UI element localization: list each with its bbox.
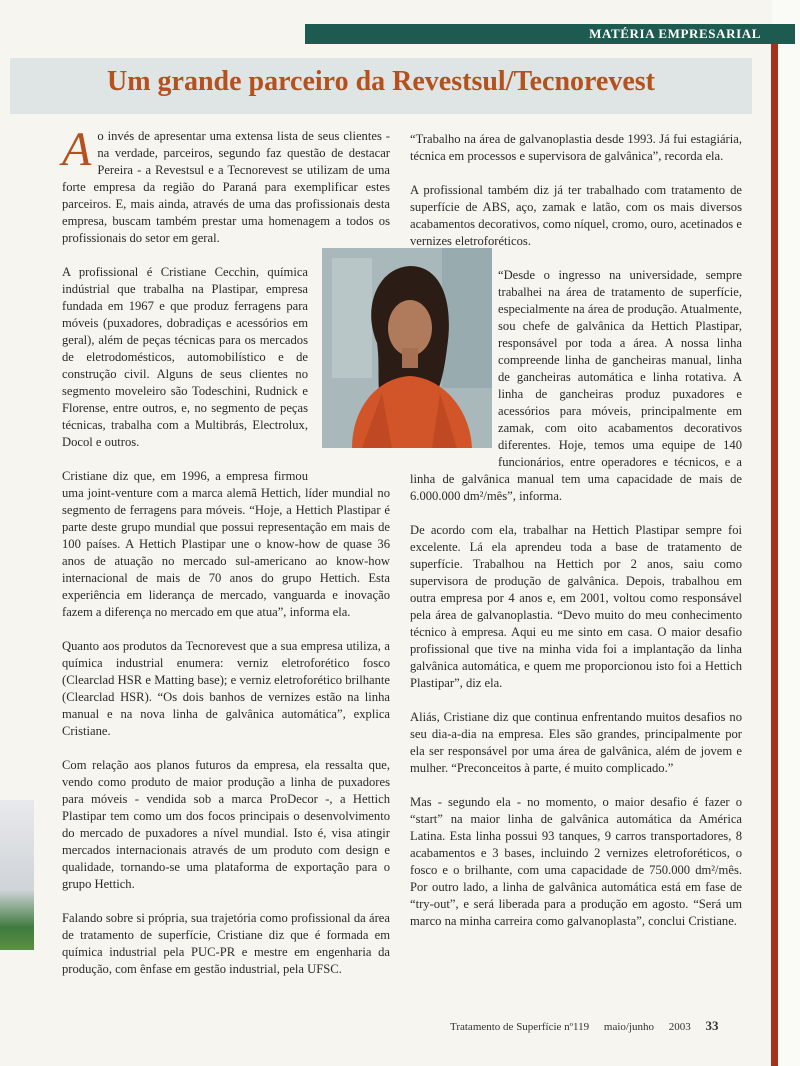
- paragraph: Cristiane diz que, em 1996, a empresa firmou uma joint-venture com a marca alemã Hettich, líder mundial no segmento de ferragens para móveis. “Hoje, a Hettich Plastipar é parte deste grupo mundial que possui representação em mais de 100 países. A Hettich Plastipar une o know-how de quase 36 anos de atuação no mercado sul-americano ao know-how internacional de mais de 70 anos do grupo Hettich. Esta experiência em liderança de mercado, vanguarda e inovação fazem a diferença no mercado em que atua”, informa ela.: [62, 469, 390, 619]
- red-margin-rule: [771, 44, 778, 1066]
- paragraph: Aliás, Cristiane diz que continua enfrentando muitos desafios no seu dia-a-dia na empresa. Eles são grandes, principalmente por ela ser responsável por uma área de galvânica, além de jovem e mulher. “Preconceitos à parte, é muito complicado.”: [410, 710, 742, 775]
- paragraph: Com relação aos planos futuros da empresa, ela ressalta que, vendo como produto de maior produção a linha de puxadores para móveis - vendida sob a marca ProDecor -, a Hettich Plastipar tem como um dos focos principais o desenvolvimento do mercado de puxadores a nível mundial. Isto é, visa atingir mercados internacionais através de um produto com design e qualidade, tornando-se uma plataforma de exportação para o grupo Hettich.: [62, 758, 390, 891]
- paragraph: Falando sobre si própria, sua trajetória como profissional da área de tratamento de superfície, Cristiane diz que é formada em química industrial pela PUC-PR e mestre em engenharia da produção, com ênfase em gestão industrial, pela UFSC.: [62, 911, 390, 976]
- paragraph-text: A profissional é Cristiane Cecchin, química indústrial que trabalha na Plastipar, empresa fundada em 1967 e que produz ferragens para móveis (puxadores, dobradiças e acessórios em geral), além de peças técnicas para os mercados de eletrodomésticos, automobilístico e de construção civil. Alguns de seus clientes no segmento moveleiro são Todeschini, Rudnick e Florense, entre outros, e, no segmento de peças técnicas, trabalha com a Multibrás, Electrolux, Docol e outros.: [62, 265, 308, 449]
- left-column: [62, 123, 390, 995]
- page-number: 33: [705, 1018, 719, 1033]
- paragraph: A profissional também diz já ter trabalhado com tratamento de superfície de ABS, aço, zamak e latão, com os mais diversos acabamentos decorativos, como níquel, cromo, ouro, acetinados e vernizes eletroforéticos.: [410, 183, 742, 248]
- paragraph: Quanto aos produtos da Tecnorevest que a sua empresa utiliza, a química industrial enumera: verniz eletroforético fosco (Clearclad HSR e Matting base); e verniz eletroforético brilhante (Clearclad HSR). “Os dois banhos de vernizes estão na linha manual e na nova linha de galvânica automática”, explica Cristiane.: [62, 639, 390, 738]
- paragraph: Mas - segundo ela - no momento, o maior desafio é fazer o “start” na maior linha de galvânica automática da América Latina. Esta linha possui 93 tanques, 9 carros transportadores, 8 acabamentos e 3 bases, incluindo 2 vernizes eletroforéticos, o fosco e o brilhante, com uma capacidade de 750.000 dm²/mês. Por outro lado, a linha de galvânica automática está em fase de “try-out”, e será liberada para a produção em agosto. “Será um marco na minha carreira como galvanoplasta”, conclui Cristiane.: [410, 795, 742, 928]
- paragraph: “Trabalho na área de galvanoplastia desde 1993. Já fui estagiária, técnica em processos e supervisora de galvânica”, recorda ela.: [410, 132, 742, 163]
- paragraph-text: “Desde o ingresso na universidade, sempre trabalhei na área de tratamento de superfície, especialmente na área de produção. Atualmente, sou chefe de galvânica da Hettich Plastipar, responsável por toda a área. A nossa linha compreende linha de gancheiras manual, linha de gancheiras automática e linha rotativa. A linha de gancheiras produz puxadores e acessórios para móveis, principalmente em zamak, com oito acabamentos decorativos diferentes. Hoje, temos uma equipe de 140 funcionários, entre operadores e técnicos, e a linha de galvânica manual tem uma capacidade de mais de 6.000.000 dm²/mês”, informa.: [410, 268, 742, 503]
- paragraph: [410, 267, 742, 505]
- photo-wrap-spacer: [410, 267, 498, 471]
- right-column: [410, 131, 742, 947]
- drop-cap: A: [62, 123, 92, 176]
- intro-text: o invés de apresentar uma extensa lista de seus clientes - na verdade, parceiros, segundo faz questão de destacar Pereira - a Revestsul e a Tecnorevest se utilizam de uma forte empresa da região do Paraná para exemplificar estes parceiros. E, mais ainda, através de uma das profissionais desta empresa, buscam também prestar uma homenagem a todos os profissionais do setor em geral.: [62, 129, 390, 245]
- article-title: Um grande parceiro da Revestsul/Tecnorevest: [106, 66, 656, 97]
- page-footer: [450, 1018, 731, 1034]
- photo-wrap-spacer: [308, 264, 390, 474]
- issue-months: maio/junho: [603, 1021, 655, 1033]
- intro-paragraph: [62, 123, 390, 247]
- building-photo-edge: [0, 800, 34, 950]
- paragraph: De acordo com ela, trabalhar na Hettich Plastipar sempre foi excelente. Lá ela aprendeu toda a base de tratamento de superfície. Trabalhou na Hettich por 2 anos, saiu como supervisora de produção de galvânica. Depois, trabalhou em outra empresa por 4 anos e, em 2001, voltou como responsável pela área de galvanoplastia. “Devo muito do meu conhecimento técnico à empresa. Aqui eu me sinto em casa. O maior desafio profissional que tive na minha vida foi a implantação da linha galvânica automática, e quem me proporcionou isto foi a Hettich Plastipar”, diz ela.: [410, 523, 742, 690]
- issue-year: 2003: [668, 1021, 691, 1033]
- section-header: MATÉRIA EMPRESARIAL: [305, 24, 795, 44]
- magazine-name: Tratamento de Superfície nº119: [450, 1021, 590, 1033]
- paragraph: [62, 264, 390, 451]
